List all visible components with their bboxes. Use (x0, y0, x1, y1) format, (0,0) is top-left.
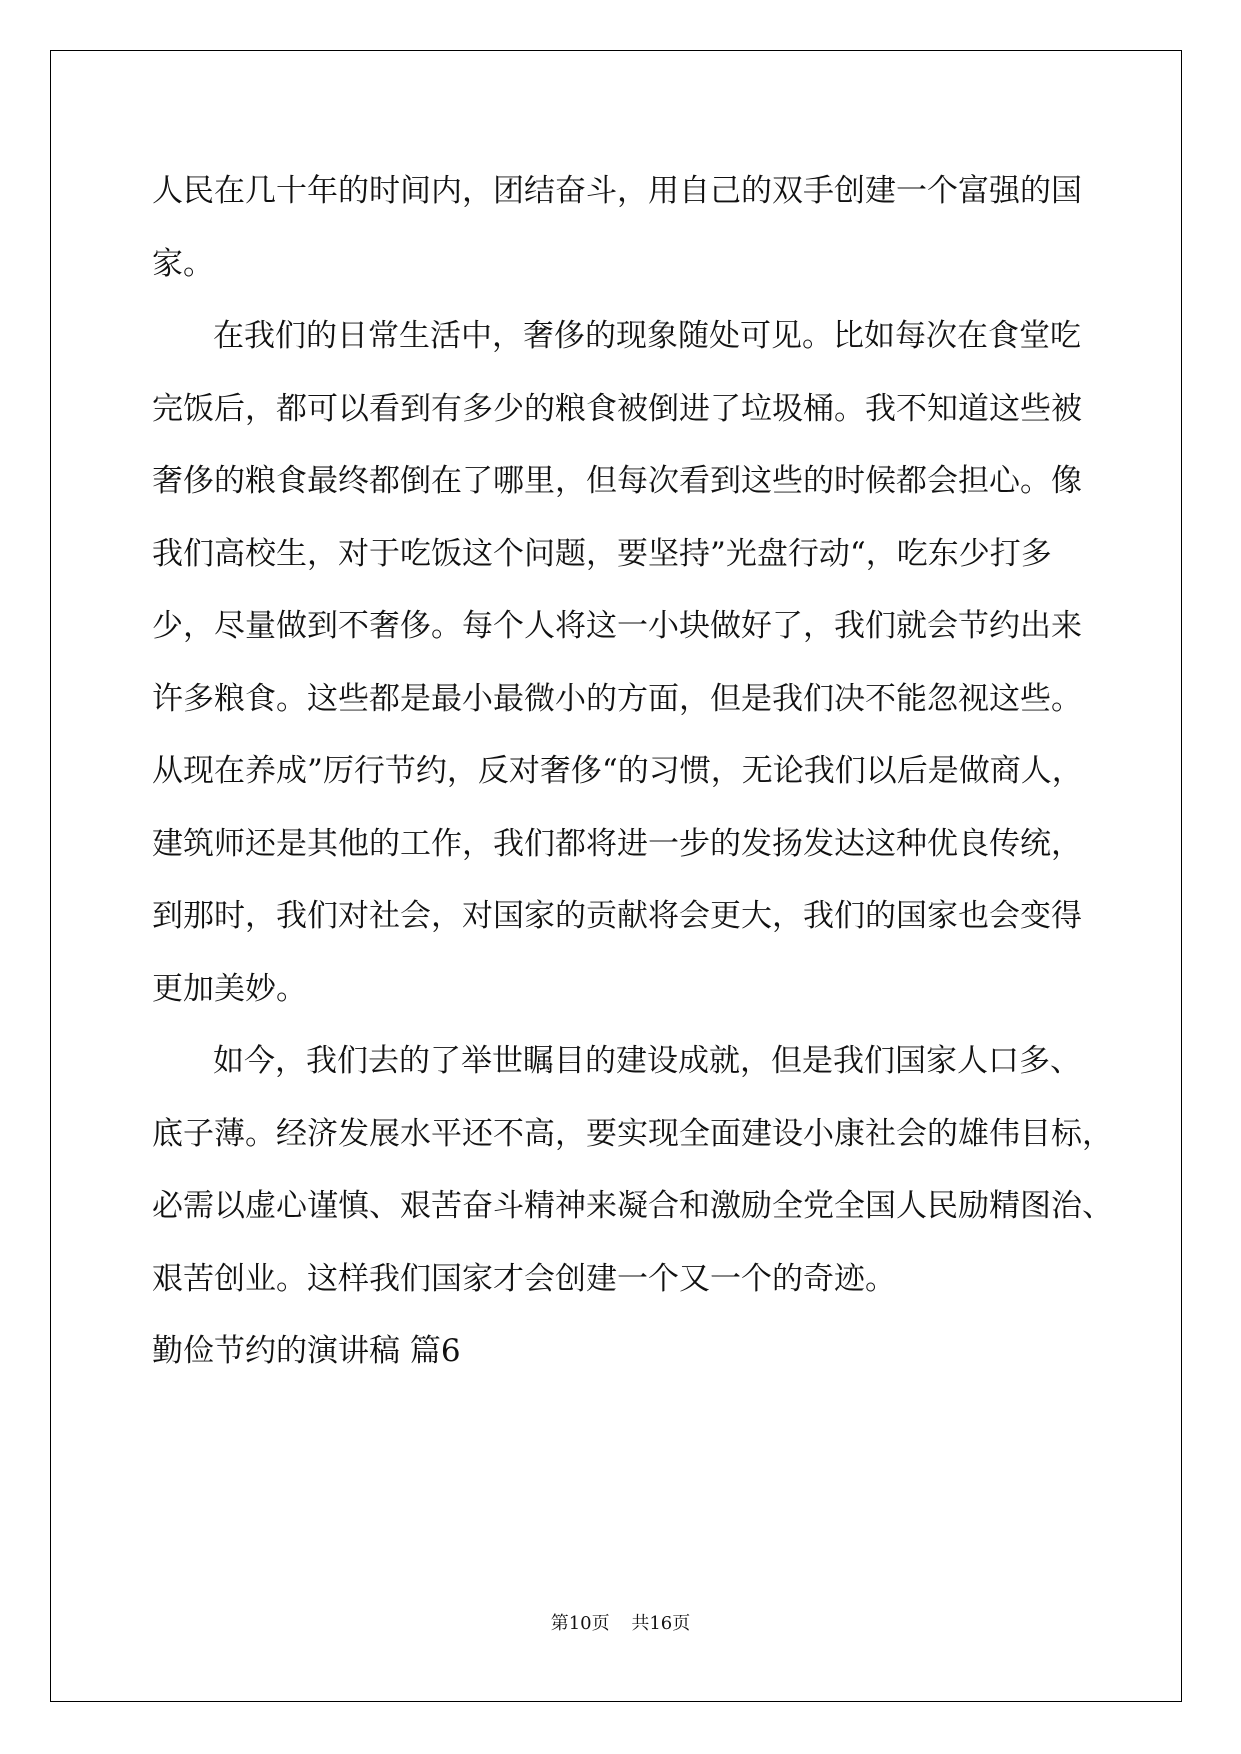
section-heading: 勤俭节约的演讲稿 篇6 (152, 1333, 461, 1369)
body-text-line: 必需以虚心谨慎、艰苦奋斗精神来凝合和激励全党全国人民励精图治、 (152, 1188, 1113, 1224)
body-text-line: 奢侈的粮食最终都倒在了哪里，但每次看到这些的时候都会担心。像 (152, 463, 1082, 499)
body-text-line: 许多粮食。这些都是最小最微小的方面，但是我们决不能忽视这些。 (152, 681, 1082, 717)
body-text-line: 家。 (152, 246, 214, 282)
body-text-line: 更加美妙。 (152, 971, 307, 1007)
body-text-line: 艰苦创业。这样我们国家才会创建一个又一个的奇迹。 (152, 1261, 896, 1297)
page-number-total: 共16页 (631, 1613, 691, 1634)
body-text-line: 到那时，我们对社会，对国家的贡献将会更大，我们的国家也会变得 (152, 898, 1082, 934)
page-number-current: 第10页 (550, 1613, 610, 1634)
body-text-line: 少，尽量做到不奢侈。每个人将这一小块做好了，我们就会节约出来 (152, 608, 1082, 644)
page-footer (0, 1612, 1241, 1636)
body-text-line: 人民在几十年的时间内，团结奋斗，用自己的双手创建一个富强的国 (152, 173, 1082, 209)
body-text-line: 底子薄。经济发展水平还不高，要实现全面建设小康社会的雄伟目标， (152, 1116, 1113, 1152)
body-text-line: 从现在养成”厉行节约，反对奢侈“的习惯，无论我们以后是做商人， (152, 753, 1083, 789)
paragraph-first-line: 在我们的日常生活中，奢侈的现象随处可见。比如每次在食堂吃 (213, 318, 1081, 354)
paragraph-first-line: 如今，我们去的了举世瞩目的建设成就，但是我们国家人口多、 (213, 1043, 1081, 1079)
body-text-line: 建筑师还是其他的工作，我们都将进一步的发扬发达这种优良传统， (152, 826, 1082, 862)
body-text-line: 完饭后，都可以看到有多少的粮食被倒进了垃圾桶。我不知道这些被 (152, 391, 1082, 427)
body-text-line: 我们高校生，对于吃饭这个问题，要坚持”光盘行动“，吃东少打多 (152, 536, 1052, 572)
page-border (50, 50, 1182, 1702)
